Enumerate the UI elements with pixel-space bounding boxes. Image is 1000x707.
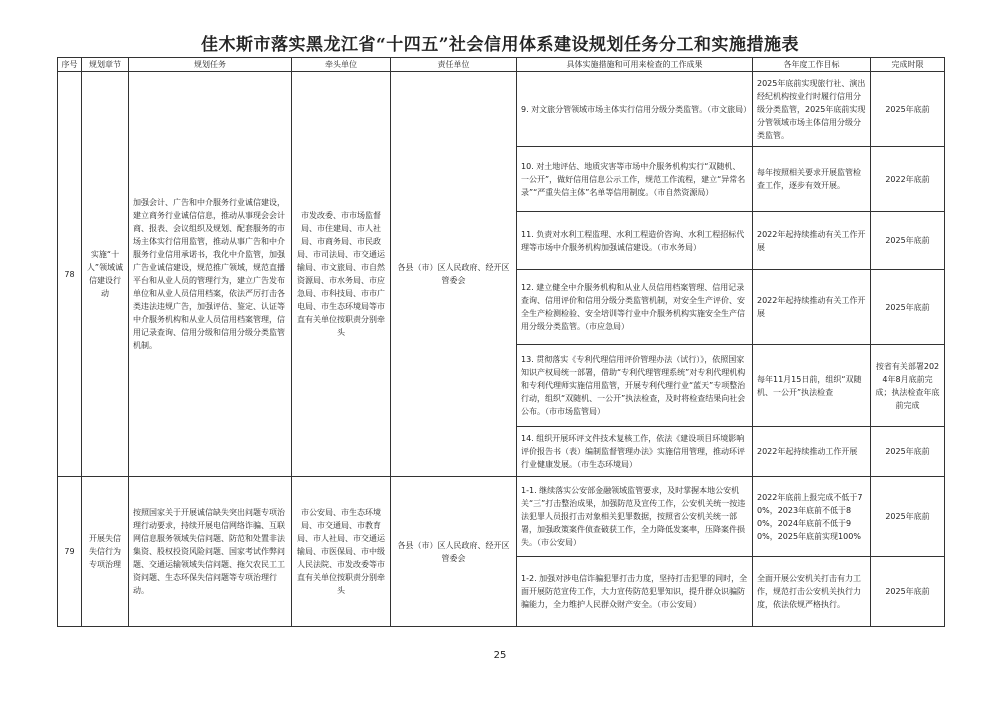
responsible-unit: 各县（市）区人民政府、经开区管委会 bbox=[391, 72, 517, 477]
header-cell: 序号 bbox=[58, 58, 82, 72]
goal-cell: 2022年底前上报完成不低于70%，2023年底前不低于80%，2024年底前不低于90%，2025年底前实现100% bbox=[753, 477, 871, 557]
goal-cell: 2022年起持续推动工作开展 bbox=[753, 427, 871, 477]
lead-unit: 市公安局、市生态环境局、市交通局、市教育局、市人社局、市交通运输局、市医保局、市中级人民法院、市发改委等市直有关单位按职责分别牵头 bbox=[292, 477, 391, 627]
goal-cell: 2022年起持续推动有关工作开展 bbox=[753, 270, 871, 345]
header-cell: 各年度工作目标 bbox=[753, 58, 871, 72]
goal-cell: 每年按照相关要求开展监管检查工作，逐步有效开展。 bbox=[753, 147, 871, 212]
deadline-cell: 2025年底前 bbox=[871, 212, 945, 270]
page-number: 25 bbox=[493, 650, 507, 661]
row-number: 79 bbox=[58, 477, 82, 627]
goal-cell: 2022年起持续推动有关工作开展 bbox=[753, 212, 871, 270]
deadline-cell: 2025年底前 bbox=[871, 557, 945, 627]
table-row bbox=[58, 72, 945, 147]
header-cell: 具体实施措施和可用来检查的工作成果 bbox=[517, 58, 753, 72]
measure-cell: 11. 负责对水利工程监理、水利工程造价咨询、水利工程招标代理等市场中介服务机构加强诚信建设。（市水务局） bbox=[517, 212, 753, 270]
measure-cell: 1-1. 继续落实公安部金融领域监管要求，及时掌握本地公安机关“三”打击整治成果，加强防范及宣传工作，公安机关统一按违法犯罪人员报打击对象相关犯罪数据，按照省公安机关统一部署，加强政策案件侦查破获工作，全力降低发案率，压降案件损失。（市公安局） bbox=[517, 477, 753, 557]
measure-cell: 12. 建立健全中介服务机构和从业人员信用档案管理、信用记录查询、信用评价和信用分级分类监管机制，对安全生产评价、安全生产检测检验、安全培训等行业中介服务机构实施安全生产信用分级分类监管。（市应急局） bbox=[517, 270, 753, 345]
document-title: 佳木斯市落实黑龙江省“十四五”社会信用体系建设规划任务分工和实施措施表 bbox=[200, 35, 800, 55]
measure-cell: 13. 贯彻落实《专利代理信用评价管理办法（试行）》，依照国家知识产权局统一部署，借助“专利代理管理系统”对专利代理机构和专利代理师实施信用监管，开展专利代理行业“蓝天”专项整治行动，组织“双随机、一公开”执法检查，及时将检查结果向社会公布。（市市场监管局） bbox=[517, 345, 753, 427]
task-table bbox=[57, 57, 945, 627]
plan-chapter: 实施“十人”领域诚信建设行动 bbox=[82, 72, 129, 477]
header-cell: 完成时限 bbox=[871, 58, 945, 72]
responsible-unit: 各县（市）区人民政府、经开区管委会 bbox=[391, 477, 517, 627]
header-cell: 规划任务 bbox=[129, 58, 292, 72]
deadline-cell: 按省有关部署2024年8月底前完成；执法检查年底前完成 bbox=[871, 345, 945, 427]
header-cell: 牵头单位 bbox=[292, 58, 391, 72]
deadline-cell: 2025年底前 bbox=[871, 427, 945, 477]
measure-cell: 1-2. 加强对涉电信诈骗犯罪打击力度，坚持打击犯罪的同时，全面开展防范宣传工作，大力宣传防范犯罪知识，提升群众识骗防骗能力，全力维护人民群众财产安全。（市公安局） bbox=[517, 557, 753, 627]
goal-cell: 每年11月15日前，组织“双随机、一公开”执法检查 bbox=[753, 345, 871, 427]
row-number: 78 bbox=[58, 72, 82, 477]
plan-task: 按照国家关于开展诚信缺失突出问题专项治理行动要求，持续开展电信网络诈骗、互联网信息服务领域失信问题、防范和处置非法集资、股权投资风险问题、国家考试作弊问题、交通运输领域失信问题、拖欠农民工工资问题、生态环保失信问题等专项治理行动。 bbox=[129, 477, 292, 627]
table-header-row bbox=[58, 58, 945, 72]
goal-cell: 全面开展公安机关打击有力工作，规范打击公安机关执行力度，依法依规严格执行。 bbox=[753, 557, 871, 627]
table-row bbox=[58, 477, 945, 557]
lead-unit: 市发改委、市市场监督局、市住建局、市人社局、市商务局、市民政局、市司法局、市交通运输局、市文旅局、市自然资源局、市水务局、市应急局、市科技局、市市广电局、市生态环境局等市直有关单位按职责分别牵头 bbox=[292, 72, 391, 477]
deadline-cell: 2025年底前 bbox=[871, 477, 945, 557]
deadline-cell: 2025年底前 bbox=[871, 270, 945, 345]
header-cell: 规划章节 bbox=[82, 58, 129, 72]
plan-chapter: 开展失信失信行为专项治理 bbox=[82, 477, 129, 627]
measure-cell: 10. 对土地评估、地质灾害等市场中介服务机构实行“双随机、一公开”，做好信用信息公示工作，规范工作流程，建立“异常名录”“严重失信主体”名单等信用制度。（市自然资源局） bbox=[517, 147, 753, 212]
measure-cell: 9. 对文旅分管领域市场主体实行信用分级分类监管。（市文旅局） bbox=[517, 72, 753, 147]
plan-task: 加强会计、广告和中介服务行业诚信建设，建立商务行业诚信信息，推动从事现会会计商、报表、会议组织及规划、配套服务的市场主体实行信用监管，推动从事广告和中介服务行业信用承诺书，我化中介监管，加强广告业诚信建设，规范推广领域，规范直播平台和从业人员的管理行为，建立广告发布单位和从业人员信用档案，依法严厉打击各类违法违规广告，加强评估、鉴定、认证等中介服务机构和从业人员信用档案管理，信用记录查询、信用分级和信用分级分类监管机制。 bbox=[129, 72, 292, 477]
measure-cell: 14. 组织开展环评文件技术复核工作，依法《建设项目环境影响评价报告书（表）编制监督管理办法》实施信用管理，推动环评行业健康发展。（市生态环境局） bbox=[517, 427, 753, 477]
deadline-cell: 2022年底前 bbox=[871, 147, 945, 212]
header-cell: 责任单位 bbox=[391, 58, 517, 72]
deadline-cell: 2025年底前 bbox=[871, 72, 945, 147]
goal-cell: 2025年底前实现旅行社、演出经纪机构按业行时履行信用分级分类监管，2025年底前实现分管领域市场主体信用分级分类监管。 bbox=[753, 72, 871, 147]
